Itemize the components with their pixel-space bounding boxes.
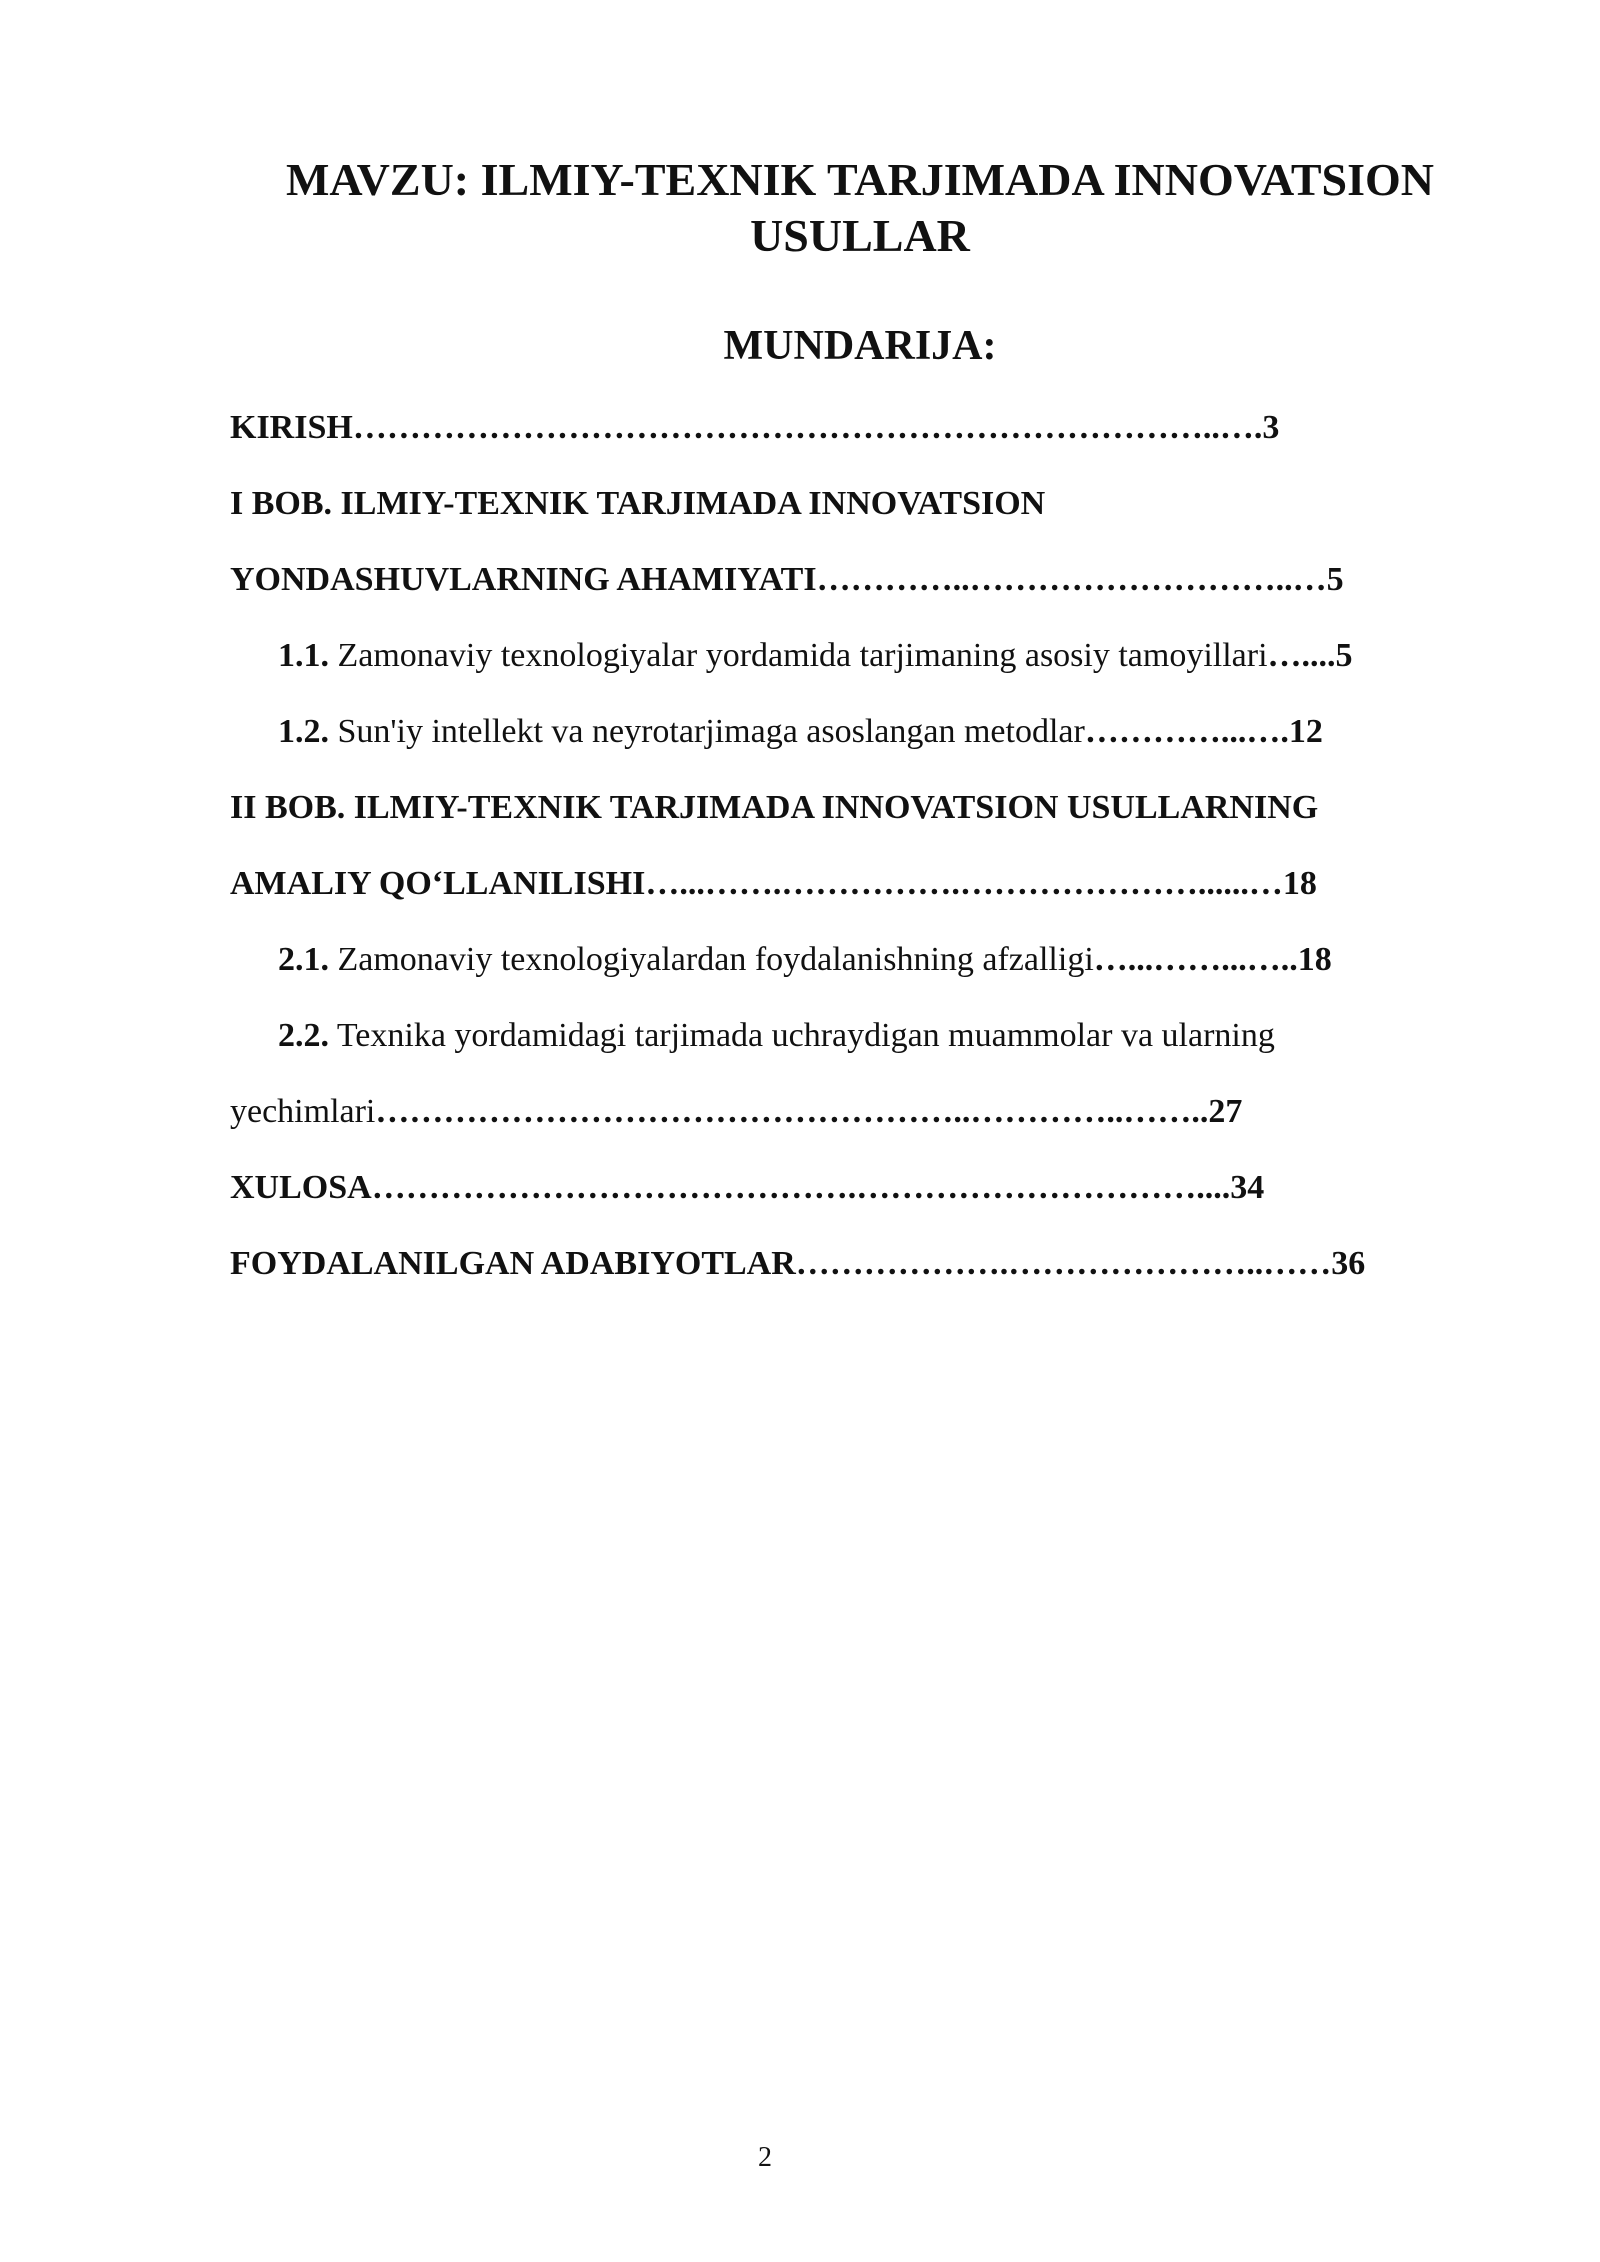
toc-leader-dots: ……………….…………………..…… xyxy=(795,1245,1332,1282)
toc-page-number: 18 xyxy=(1297,941,1332,978)
toc-entry-label: XULOSA xyxy=(230,1169,372,1206)
toc-leader-dots: …...……...….. xyxy=(1093,941,1298,978)
toc-entry-xulosa[interactable] xyxy=(230,1166,1492,1210)
toc-entry-label: FOYDALANILGAN ADABIYOTLAR xyxy=(230,1245,796,1282)
toc-entry-2-1[interactable] xyxy=(278,938,1492,982)
toc-page-number: 5 xyxy=(1326,561,1344,598)
toc-leader-dots: …...…….…………….…………………......… xyxy=(645,865,1283,902)
toc-page-number: 34 xyxy=(1230,1169,1265,1206)
toc-leader-dots: ….... xyxy=(1267,637,1336,674)
toc-entry-kirish[interactable] xyxy=(230,406,1492,450)
toc-entry-2-2-cont[interactable] xyxy=(230,1090,1492,1134)
toc-leader-dots: …………………………………………………………………..…. xyxy=(352,409,1263,446)
toc-page-number: 27 xyxy=(1208,1093,1243,1130)
toc-leader-dots: …………..………………………..… xyxy=(816,561,1327,598)
toc-page-number: 36 xyxy=(1331,1245,1366,1282)
toc-entry-text: Texnika yordamidagi tarjimada uchraydigan muammolar va ularning xyxy=(336,1017,1275,1054)
toc-section-number: 2.1. xyxy=(278,941,329,978)
toc-section-number: 1.2. xyxy=(278,713,329,750)
toc-entry-text: Zamonaviy texnologiyalardan foydalanishning afzalligi xyxy=(337,941,1094,978)
toc-entry-chapter-2-cont[interactable] xyxy=(230,862,1492,906)
toc-leader-dots: ……………………………………………..…………..…….. xyxy=(375,1093,1209,1130)
toc-page-number: 5 xyxy=(1335,637,1353,674)
toc-entry-text: Sun'iy intellekt va neyrotarjimaga asoslangan metodlar xyxy=(337,713,1085,750)
toc-entry-label: KIRISH xyxy=(230,409,353,446)
toc-entry-chapter-1[interactable] xyxy=(230,482,1492,526)
toc-entry-text: yechimlari xyxy=(230,1093,376,1130)
toc-leader-dots: …………………………………….………………………….... xyxy=(371,1169,1231,1206)
toc-page-number: 12 xyxy=(1288,713,1323,750)
toc-entry-text: Zamonaviy texnologiyalar yordamida tarjimaning asosiy tamoyillari xyxy=(337,637,1268,674)
toc-entry-1-1[interactable] xyxy=(278,634,1492,678)
toc-entry-label: I BOB. ILMIY-TEXNIK TARJIMADA INNOVATSION xyxy=(230,485,1046,522)
toc-entry-label: YONDASHUVLARNING AHAMIYATI xyxy=(230,561,817,598)
toc-entry-label: AMALIY QO‘LLANILISHI xyxy=(230,865,646,902)
toc-entry-1-2[interactable] xyxy=(278,710,1492,754)
page-number: 2 xyxy=(758,2142,772,2173)
toc-entry-label: II BOB. ILMIY-TEXNIK TARJIMADA INNOVATSION USULLARNING xyxy=(230,789,1319,826)
toc-section-number: 1.1. xyxy=(278,637,329,674)
toc-page-number: 18 xyxy=(1282,865,1317,902)
toc-page-number: 3 xyxy=(1262,409,1280,446)
document-title: MAVZU: ILMIY-TEXNIK TARJIMADA INNOVATSION USULLAR xyxy=(285,154,1435,261)
toc-entry-chapter-2[interactable] xyxy=(230,786,1492,830)
toc-entry-bibliography[interactable] xyxy=(230,1242,1492,1286)
toc-entry-chapter-1-cont[interactable] xyxy=(230,558,1492,602)
toc-heading: MUNDARIJA: xyxy=(723,323,997,369)
toc-section-number: 2.2. xyxy=(278,1017,329,1054)
toc-entry-2-2[interactable] xyxy=(278,1014,1492,1058)
toc-leader-dots: …………...…. xyxy=(1084,713,1289,750)
